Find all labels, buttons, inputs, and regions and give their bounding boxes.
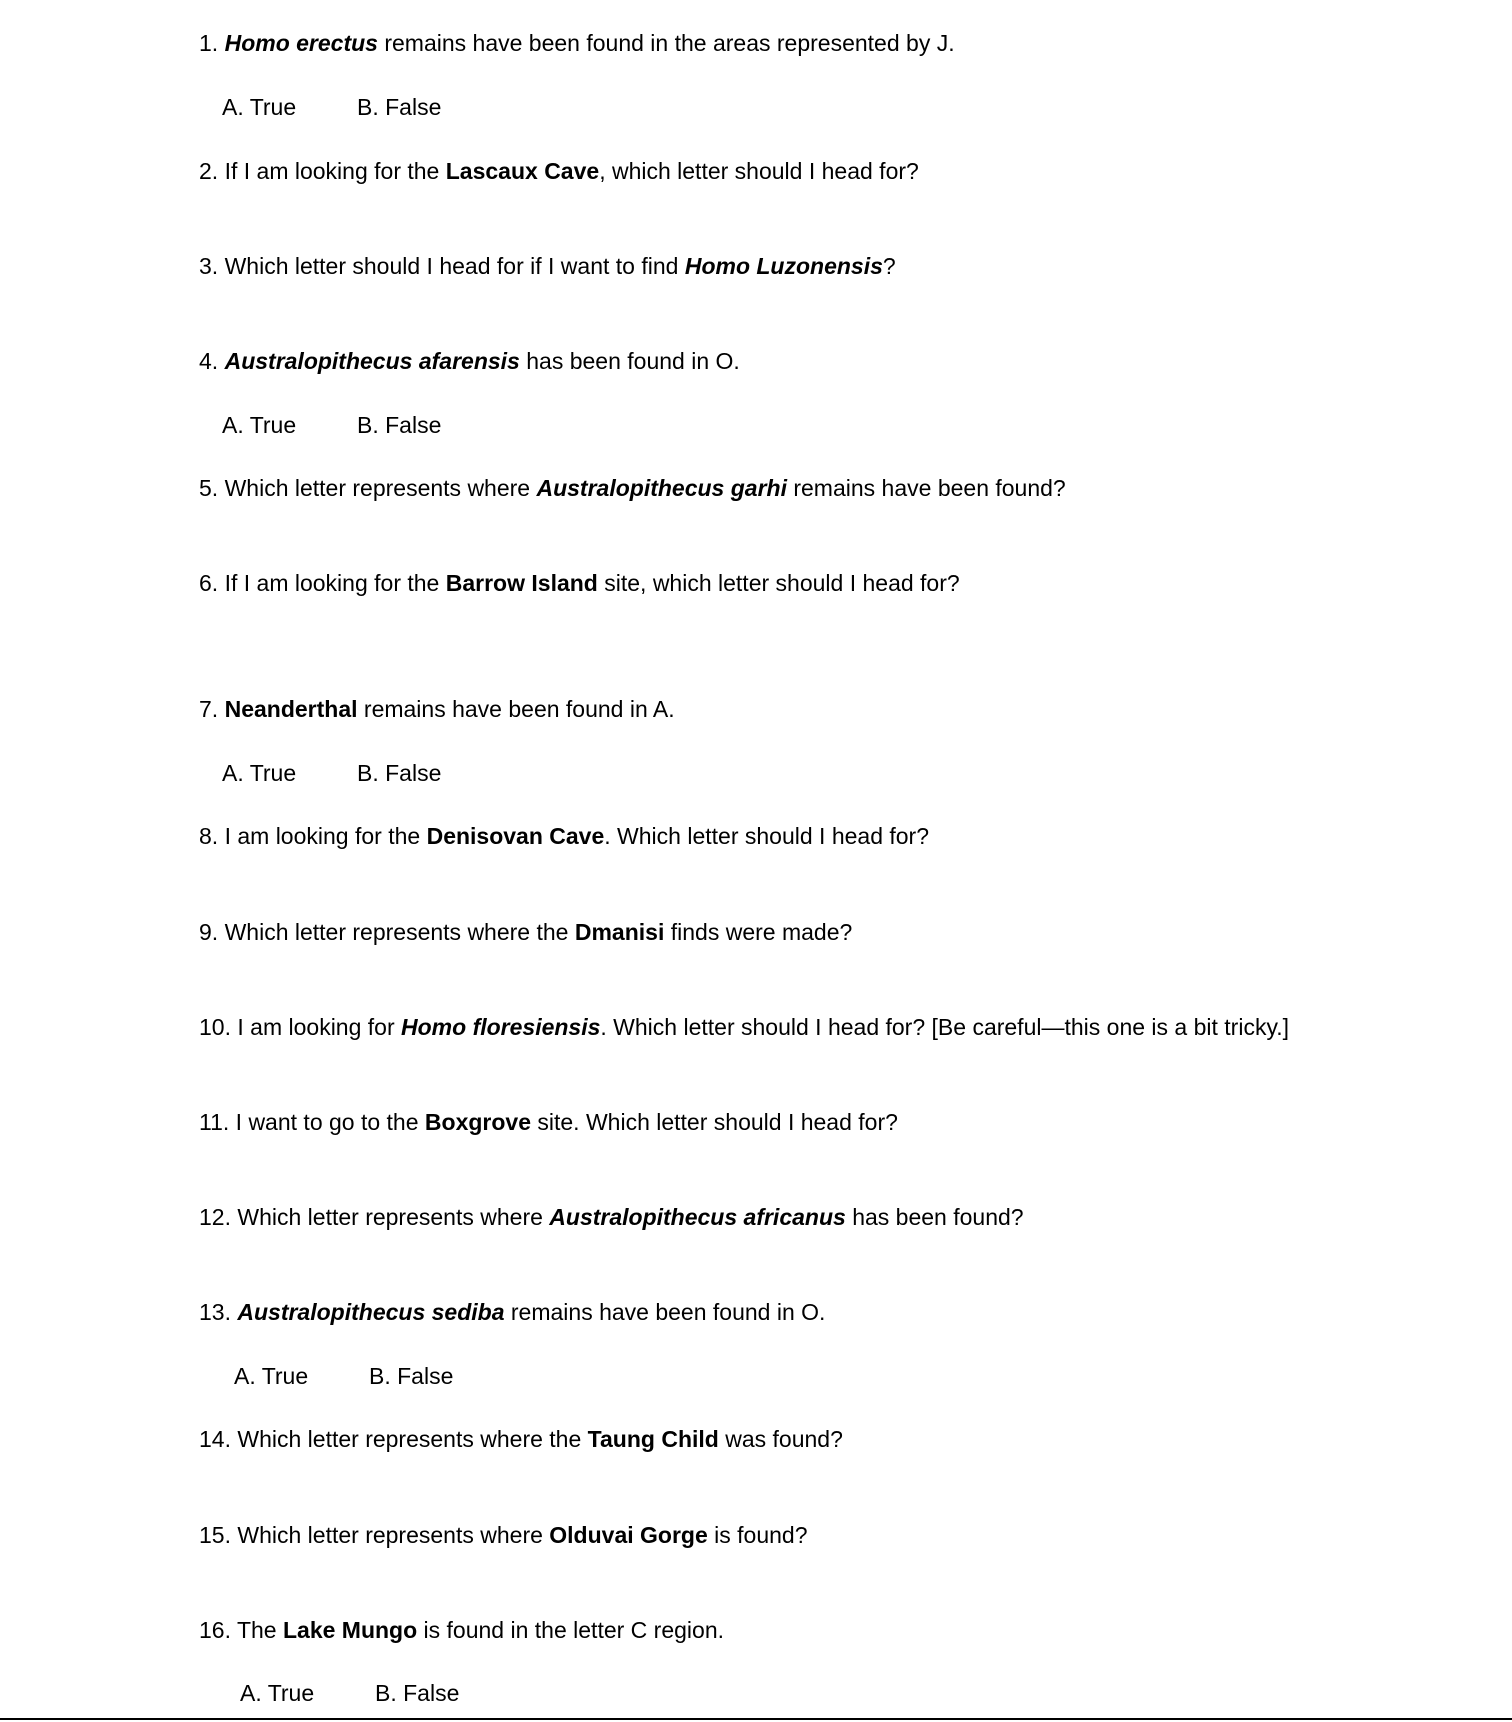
question-key-term: Denisovan Cave bbox=[426, 823, 605, 849]
question-number: 16. bbox=[199, 1617, 231, 1643]
question-11: 11. I want to go to the Boxgrove site. Which letter should I head for? bbox=[199, 1109, 898, 1135]
question-13: 13. Australopithecus sediba remains have been found in O. bbox=[199, 1299, 826, 1325]
question-number: 3. bbox=[199, 253, 219, 279]
question-key-term: Lake Mungo bbox=[282, 1617, 418, 1643]
question-key-term: Taung Child bbox=[587, 1426, 719, 1452]
question-number: 11. bbox=[199, 1109, 230, 1135]
option-true[interactable]: A. True bbox=[222, 760, 297, 786]
question-6: 6. If I am looking for the Barrow Island site, which letter should I head for? bbox=[199, 570, 960, 596]
true-false-options bbox=[222, 410, 441, 440]
true-false-options bbox=[234, 1361, 453, 1391]
question-number: 13. bbox=[199, 1299, 231, 1325]
option-true[interactable]: A. True bbox=[222, 94, 297, 120]
question-number: 6. bbox=[199, 570, 219, 596]
question-12: 12. Which letter represents where Australopithecus africanus has been found? bbox=[199, 1204, 1024, 1230]
question-key-term: Dmanisi bbox=[574, 919, 665, 945]
question-key-term: Australopithecus afarensis bbox=[224, 348, 520, 374]
question-2: 2. If I am looking for the Lascaux Cave, which letter should I head for? bbox=[199, 158, 919, 184]
question-9: 9. Which letter represents where the Dmanisi finds were made? bbox=[199, 919, 853, 945]
question-7: 7. Neanderthal remains have been found in A. bbox=[199, 696, 675, 722]
option-true[interactable]: A. True bbox=[240, 1680, 315, 1706]
question-key-term: Homo Luzonensis bbox=[684, 253, 883, 279]
question-key-term: Australopithecus sediba bbox=[237, 1299, 505, 1325]
question-key-term: Neanderthal bbox=[224, 696, 358, 722]
option-false[interactable]: B. False bbox=[357, 760, 442, 786]
question-number: 15. bbox=[199, 1522, 231, 1548]
true-false-options bbox=[240, 1678, 459, 1708]
question-number: 5. bbox=[199, 475, 219, 501]
true-false-options bbox=[222, 92, 441, 122]
option-false[interactable]: B. False bbox=[369, 1363, 454, 1389]
option-false[interactable]: B. False bbox=[357, 94, 442, 120]
question-4: 4. Australopithecus afarensis has been found in O. bbox=[199, 348, 740, 374]
question-1: 1. Homo erectus remains have been found in the areas represented by J. bbox=[199, 30, 955, 56]
question-10: 10. I am looking for Homo floresiensis. Which letter should I head for? [Be careful—this one is a bit tricky.] bbox=[199, 1014, 1290, 1040]
question-3: 3. Which letter should I head for if I want to find Homo Luzonensis? bbox=[199, 253, 896, 279]
question-key-term: Olduvai Gorge bbox=[549, 1522, 708, 1548]
question-key-term: Boxgrove bbox=[424, 1109, 531, 1135]
question-key-term: Homo floresiensis bbox=[401, 1014, 601, 1040]
page-bottom-rule bbox=[0, 1718, 1512, 1720]
true-false-options bbox=[222, 758, 441, 788]
question-number: 9. bbox=[199, 919, 219, 945]
question-number: 14. bbox=[199, 1426, 231, 1452]
question-14: 14. Which letter represents where the Taung Child was found? bbox=[199, 1426, 843, 1452]
question-number: 2. bbox=[199, 158, 219, 184]
question-16: 16. The Lake Mungo is found in the letter C region. bbox=[199, 1617, 724, 1643]
option-true[interactable]: A. True bbox=[234, 1363, 309, 1389]
option-false[interactable]: B. False bbox=[357, 412, 442, 438]
question-8: 8. I am looking for the Denisovan Cave. Which letter should I head for? bbox=[199, 823, 930, 849]
question-15: 15. Which letter represents where Olduvai Gorge is found? bbox=[199, 1522, 808, 1548]
question-key-term: Homo erectus bbox=[224, 30, 378, 56]
question-number: 8. bbox=[199, 823, 219, 849]
question-number: 4. bbox=[199, 348, 219, 374]
question-5: 5. Which letter represents where Australopithecus garhi remains have been found? bbox=[199, 475, 1066, 501]
question-number: 1. bbox=[199, 30, 219, 56]
option-false[interactable]: B. False bbox=[375, 1680, 460, 1706]
question-key-term: Barrow Island bbox=[445, 570, 598, 596]
question-key-term: Australopithecus garhi bbox=[536, 475, 787, 501]
question-number: 12. bbox=[199, 1204, 231, 1230]
question-key-term: Australopithecus africanus bbox=[549, 1204, 846, 1230]
option-true[interactable]: A. True bbox=[222, 412, 297, 438]
question-number: 10. bbox=[199, 1014, 231, 1040]
question-number: 7. bbox=[199, 696, 219, 722]
question-key-term: Lascaux Cave bbox=[445, 158, 600, 184]
